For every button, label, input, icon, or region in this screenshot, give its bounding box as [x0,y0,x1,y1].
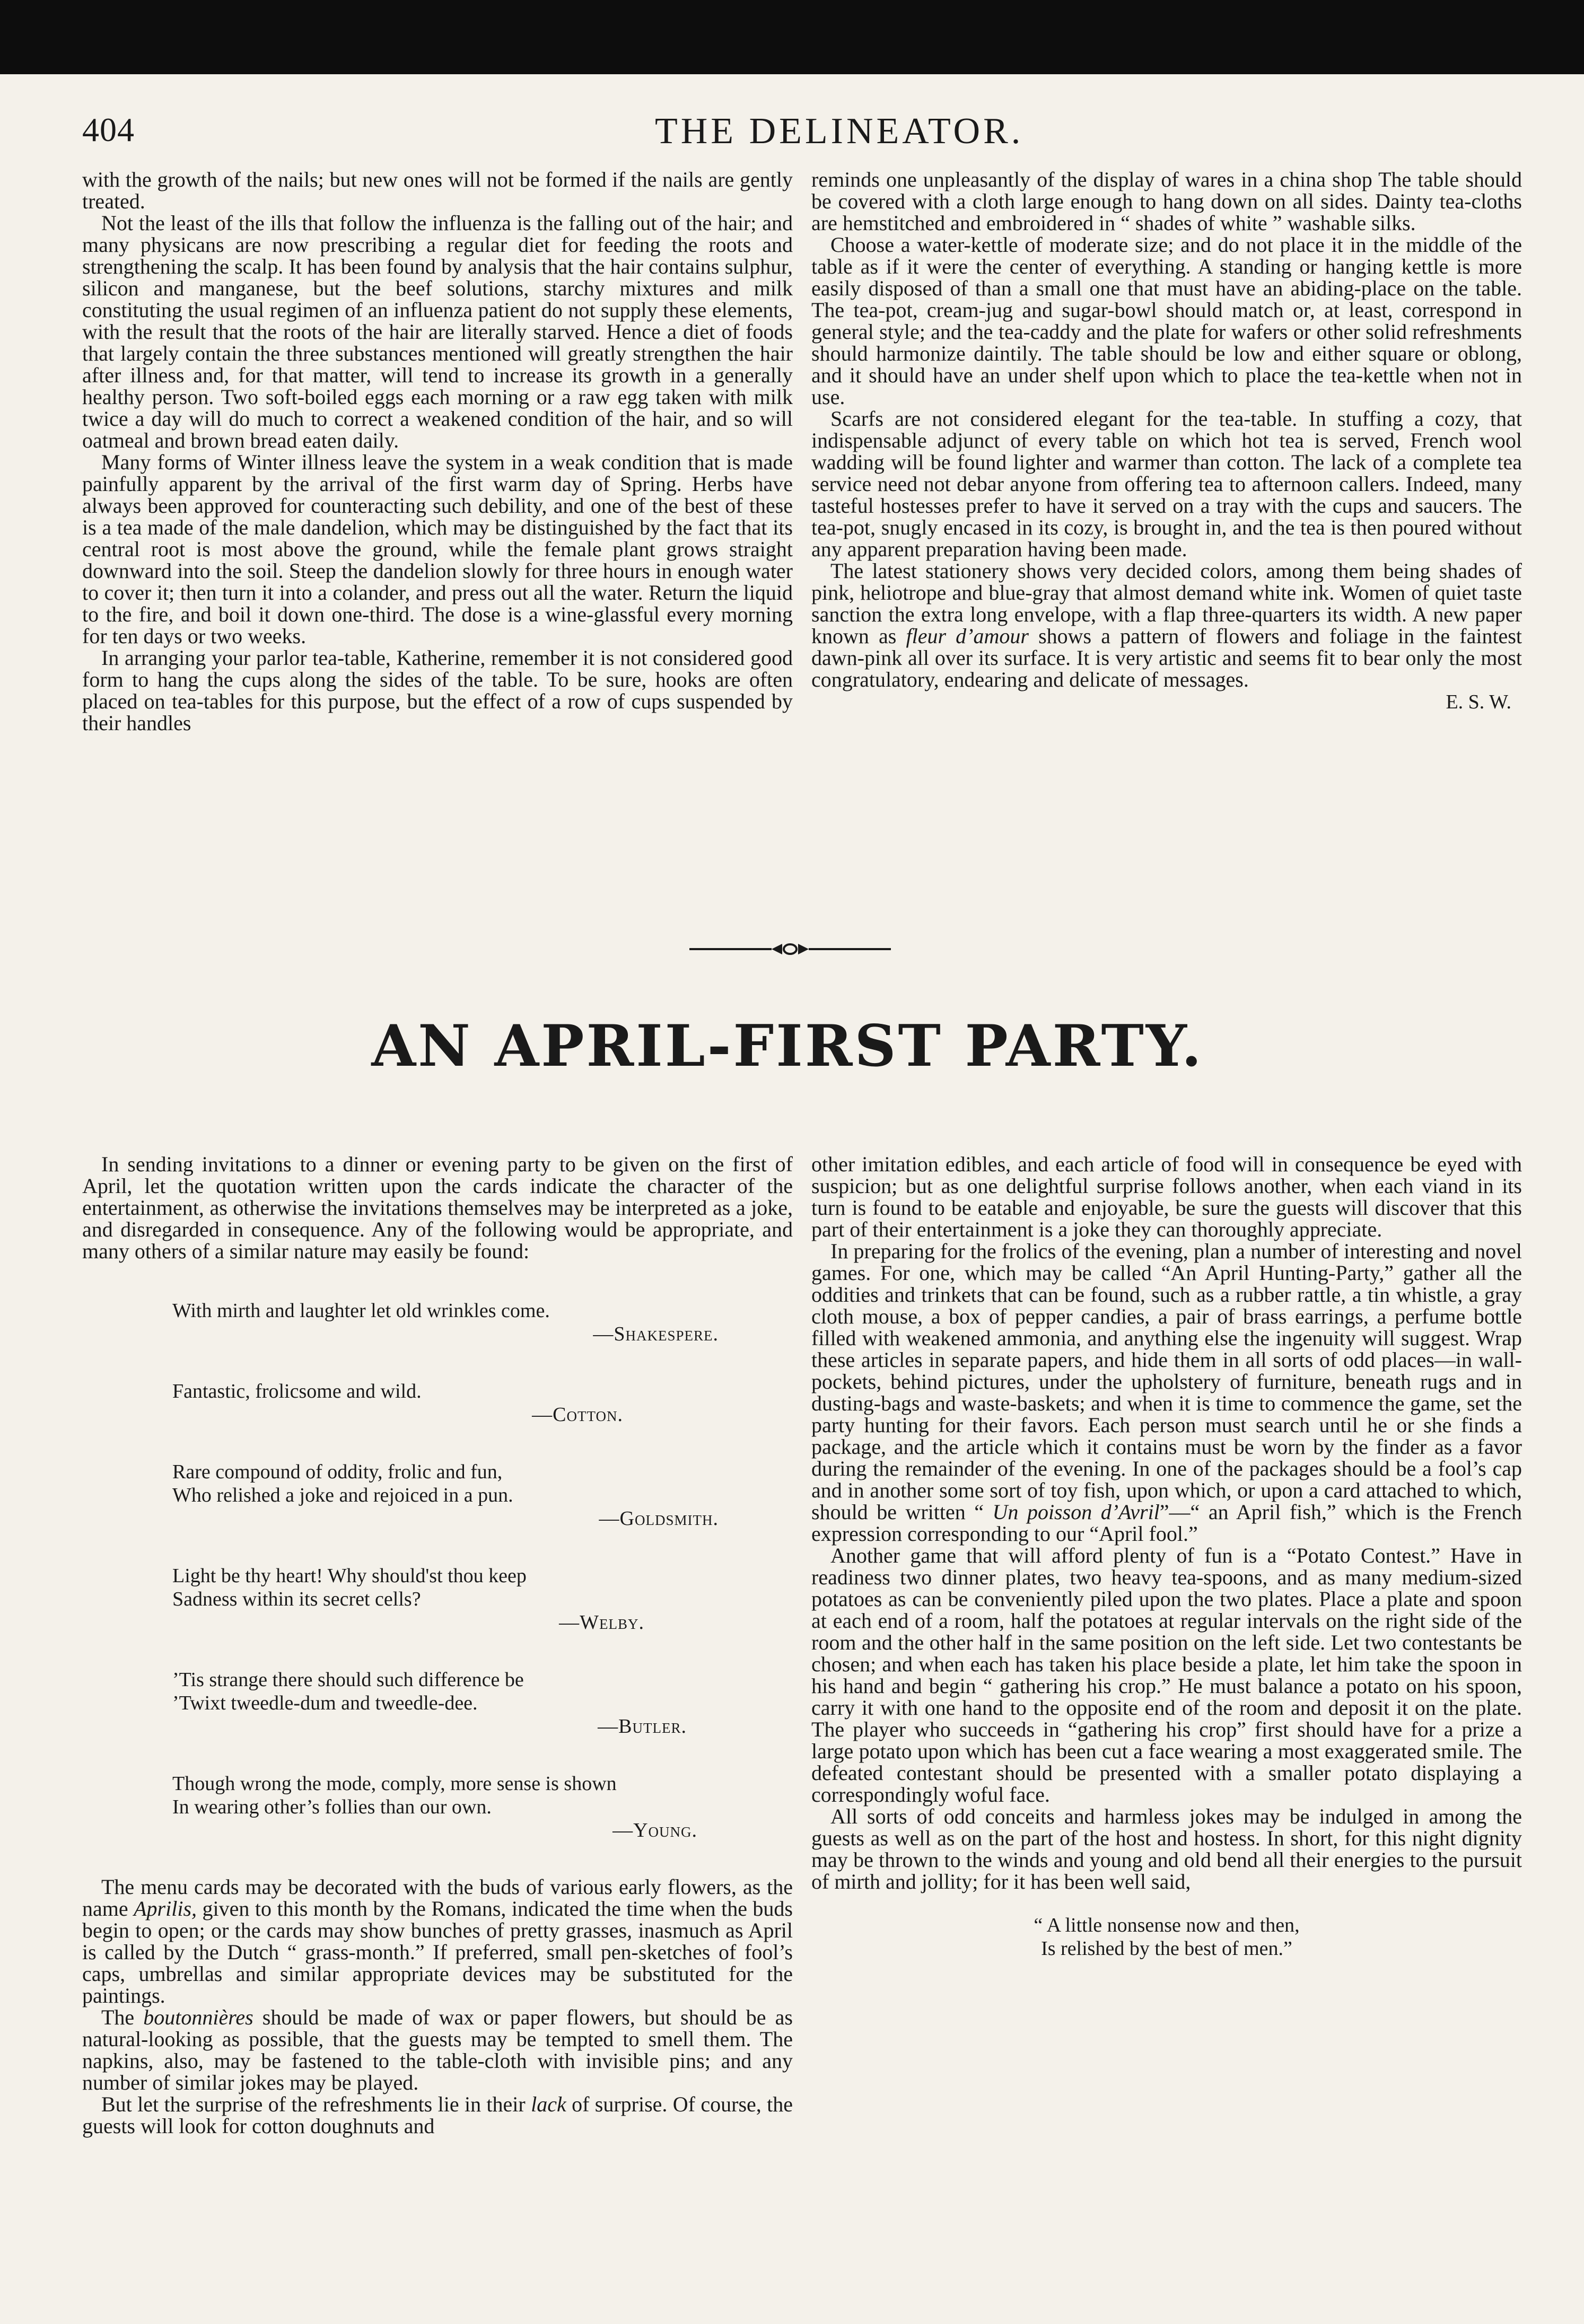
scan-edge [0,0,1584,74]
quote-line: In wearing other’s follies than our own. [172,1796,492,1818]
column-top-left [82,169,793,734]
paragraph-intro: In sending invitations to a dinner or evening party to be given on the first of April, let the quotation written upon the cards indicate the character of the entertainment, as otherwise the invitations themselves may be interpreted as a joke, and disregarded in consequence. Any of the following would be appropriate, and many others of a similar nature may easily be found: [82,1152,793,1263]
page-header [82,110,1551,169]
quote-author: —Young. [612,1819,697,1841]
quotation [172,1564,719,1634]
paragraph: reminds one unpleasantly of the display of wares in a china shop The table should be covered with a cloth large enough to hang down on all sides. Dainty tea-cloths are hemstitched and embroidered in “ shades of white ” washable silks. [811,168,1522,235]
quotation [172,1380,719,1426]
paragraph: In arranging your parlor tea-table, Katherine, remember it is not considered good form to hang the cups along the sides of the table. To be sure, hooks are often placed on tea-tables for this purpose, but the effect of a row of cups suspended by their handles [82,646,793,735]
column-bottom-left [82,1153,793,2137]
paragraph: Not the least of the ills that follow the influenza is the falling out of the hair; and many physicans are now prescribing a regular diet for feeding the roots and strengthening the scalp. It has been found by analysis that the hair contains sulphur, silicon and manganese, but the beef solutions, starchy mixtures and milk constituting the usual regimen of an influenza patient do not supply these elements, with the result that the roots of the hair are literally starved. Hence a diet of foods that largely contain the three substances mentioned will greatly strengthen the hair after illness and, for that matter, will tend to increase its growth in a generally healthy person. Two soft-boiled eggs each morning or a raw egg taken with milk twice a day will do much to correct a weakened condition of the hair, and so will oatmeal and brown bread eaten daily. [82,211,793,452]
quote-line: Is relished by the best of men.” [1041,1937,1292,1960]
ornament-divider [684,939,896,960]
paragraph-surprise: But let the surprise of the refreshments lie in their lack of surprise. Of course, the guests will look for cotton doughnuts and [82,2092,793,2138]
paragraph-conceits: All sorts of odd conceits and harmless jokes may be indulged in among the guests as well as on the part of the host and hostess. In short, for this night dignity may be thrown to the winds and young and old bend all their energies to the pursuit of mirth and jollity; for it has been well said, [811,1804,1522,1893]
article-title: AN APRIL-FIRST PARTY. [371,1013,1204,1080]
quote-line: Rare compound of oddity, frolic and fun, [172,1461,503,1483]
quote-author: —Welby. [559,1611,644,1634]
quotation [172,1772,719,1842]
quotation [172,1299,719,1346]
quote-line: ’Tis strange there should such difference be [172,1669,524,1691]
magazine-page [53,80,1522,2307]
page-number: 404 [82,111,135,148]
quote-line: Though wrong the mode, comply, more sense is shown [172,1773,617,1795]
quote-line: Fantastic, frolicsome and wild. [172,1380,422,1402]
quote-line: “ A little nonsense now and then, [1034,1914,1300,1936]
paragraph: Many forms of Winter illness leave the system in a weak condition that is made painfully apparent by the arrival of the first warm day of Spring. Herbs have always been approved for counteracting such debility, and one of the best of these is a tea made of the male dandelion, which may be distinguished by the fact that its central root is most above the ground, while the female plant grows straight downward into the soil. Steep the dandelion slowly for three hours in enough water to cover it; then turn it into a colander, and press out all the water. Return the liquid to the fire, and boil it down one-third. The dose is a wine-glassful every morning for ten days or two weeks. [82,450,793,648]
paragraph-boutonnieres: The boutonnières should be made of wax or paper flowers, but should be as natural-looking as possible, that the guests may be tempted to smell them. The napkins, also, may be fastened to the table-cloth with invisible pins; and any number of similar jokes may be played. [82,2005,793,2094]
quote-line: Who relished a joke and rejoiced in a pun. [172,1484,513,1506]
paragraph: with the growth of the nails; but new ones will not be formed if the nails are gently treated. [82,168,793,213]
quote-line: With mirth and laughter let old wrinkles come. [172,1300,550,1322]
paragraph-potato-contest: Another game that will afford plenty of fun is a “Potato Contest.” Have in readiness two dinner plates, two heavy tea-spoons, and as many medium-sized potatoes as can be conveniently piled upon the two plates. Place a plate and spoon at each end of a room, half the potatoes at regular intervals on the right side of the room and the other half in the same position on the left side. Let two contestants be chosen; and when each has taken his place beside a plate, let him take the spoon in his hand and begin “ gathering his crop.” He must balance a potato on his spoon, carry it with one hand to the opposite end of the room and deposit it on the plate. The player who succeeds in “gathering his crop” first should have for a prize a large potato upon which has been cut a face wearing a most exaggerated smile. The defeated contestant should be presented with a smaller potato displaying a correspondingly woful face. [811,1544,1522,1806]
quotation [172,1460,719,1530]
author-signature: E. S. W. [1446,691,1511,713]
quote-author: —Shakespere. [593,1323,719,1345]
closing-quotation [811,1914,1522,1960]
quotation [172,1668,719,1738]
paragraph: Scarfs are not considered elegant for the tea-table. In stuffing a cozy, that indispensable adjunct of every table on which hot tea is served, French wool wadding will be found lighter and warmer than cotton. The lack of a complete tea service need not debar anyone from offering tea to afternoon callers. Indeed, many tasteful hostesses prefer to have it served on a tray with the cups and saucers. The tea-pot, snugly encased in its cozy, is brought in, and the tea is then poured without any apparent preparation having been made. [811,407,1522,561]
quote-author: —Butler. [598,1715,687,1738]
column-top-right [811,169,1522,713]
paragraph-hunting-party: In preparing for the frolics of the evening, plan a number of interesting and novel games. For one, which may be called “An April Hunting-Party,” gather all the oddities and trinkets that can be found, such as a rubber rattle, a tin whistle, a gray cloth mouse, a box of pepper candies, a pair of brass earrings, a perfume bottle filled with weakened ammonia, and anything else the ingenuity will suggest. Wrap these articles in separate papers, and hide them in all sorts of odd places—in wall-pockets, behind pictures, under the upholstery of furniture, beneath rugs and in dusting-bags and waste-baskets; and when it is time to commence the game, set the party hunting for their favors. Each person must search until he or she finds a package, and the article which it contains must be worn by the finder as a favor during the remainder of the evening. In one of the packages should be a fool’s cap and in another some sort of toy fish, upon which, or upon a card attached to which, should be written “ Un poisson d’Avril”—“ an April fish,” which is the French expression corresponding to our “April fool.” [811,1239,1522,1546]
paragraph: Choose a water-kettle of moderate size; and do not place it in the middle of the table as if it were the center of everything. A standing or hanging kettle is more easily disposed of than a small one that must have an abiding-place on the table. The tea-pot, cream-jug and sugar-bowl should match or, at least, correspond in general style; and the tea-caddy and the plate for wafers or other solid refreshments should harmonize daintily. The table should be low and either square or oblong, and it should have an under shelf upon which to place the tea-kettle when not in use. [811,233,1522,409]
quote-line: Sadness within its secret cells? [172,1588,421,1610]
quote-line: Light be thy heart! Why should'st thou keep [172,1565,527,1587]
quote-line: ’Twixt tweedle-dum and tweedle-dee. [172,1692,478,1714]
magazine-title: THE DELINEATOR. [655,111,1024,152]
quotation-list [82,1299,719,1842]
column-bottom-right [811,1153,1522,1960]
paragraph: other imitation edibles, and each article of food will in consequence be eyed with suspicion; but as one delightful surprise follows another, when each viand in its turn is found to be eatable and enjoyable, be sure the guests will discover that this part of their entertainment is a joke they can thoroughly appreciate. [811,1152,1522,1241]
quote-author: —Cotton. [532,1404,623,1426]
paragraph-stationery: The latest stationery shows very decided colors, among them being shades of pink, heliotrope and blue-gray that almost demand white ink. Women of quiet taste sanction the extra long envelope, with a flap three-quarters its width. A new paper known as fleur d’amour shows a pattern of flowers and foliage in the faintest dawn-pink all over its surface. It is very artistic and seems fit to bear only the most congratulatory, endearing and delicate of messages. [811,559,1522,691]
quote-author: —Goldsmith. [599,1507,719,1530]
paragraph-menu-cards: The menu cards may be decorated with the buds of various early flowers, as the name Aprilis, given to this month by the Romans, indicated the time when the buds begin to open; or the cards may show bunches of pretty grasses, inasmuch as April is called by the Dutch “ grass-month.” If preferred, small pen-sketches of fool’s caps, umbrellas and similar appropriate devices may be substituted for the paintings. [82,1875,793,2007]
